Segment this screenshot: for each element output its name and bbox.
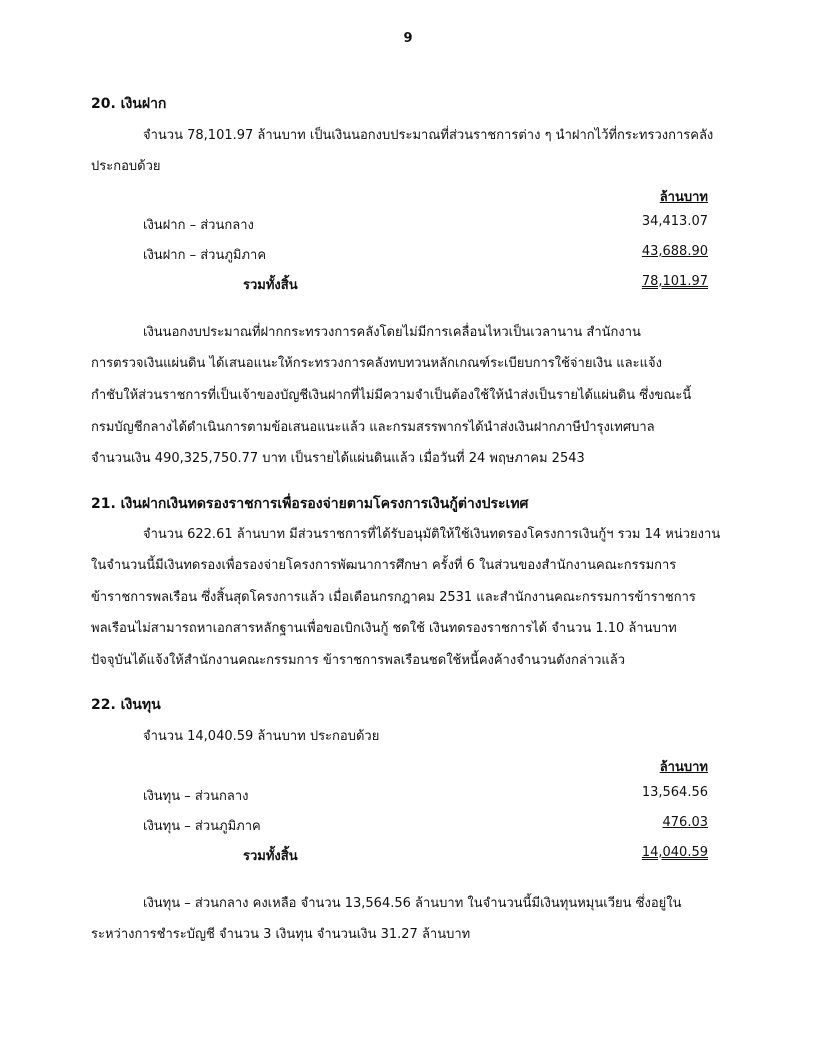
page-number: 9: [403, 31, 413, 46]
section-20-heading: 20. เงินฝาก: [91, 96, 167, 112]
section-22-row-value: 13,564.56: [641, 785, 708, 800]
section-20-paragraph-line: การตรวจเงินแผ่นดิน ได้เสนอแนะให้กระทรวงการคลังทบทวนหลักเกณฑ์ระเบียบการใช้จ่ายเงิน และแจ้ง: [91, 356, 662, 371]
section-20-row-label: เงินฝาก – ส่วนกลาง: [143, 218, 254, 233]
section-20-paragraph-line: กำชับให้ส่วนราชการที่เป็นเจ้าของบัญชีเงินฝากที่ไม่มีความจำเป็นต้องใช้ให้นำส่งเป็นรายได้แผ่นดิน ซึ่งขณะนี้: [91, 388, 692, 403]
section-22-row-label: เงินทุน – ส่วนกลาง: [143, 789, 249, 804]
section-22-row-value: 476.03: [662, 815, 708, 830]
section-21-paragraph-line: ในจำนวนนี้มีเงินทดรองเพื่อรองจ่ายโครงการพัฒนาการศึกษา ครั้งที่ 6 ในส่วนของสำนักงานคณะกรรมการ: [91, 558, 677, 573]
section-20-paragraph-line: กรมบัญชีกลางได้ดำเนินการตามข้อเสนอแนะแล้ว และกรมสรรพากรได้นำส่งเงินฝากภาษีบำรุงเทศบาล: [91, 420, 655, 435]
section-21-heading: 21. เงินฝากเงินทดรองราชการเพื่อรองจ่ายตามโครงการเงินกู้ต่างประเทศ: [91, 496, 529, 512]
section-22-intro: จำนวน 14,040.59 ล้านบาท ประกอบด้วย: [143, 729, 380, 744]
section-20-total-value: 78,101.97: [641, 274, 708, 289]
section-20-row-value: 34,413.07: [641, 214, 708, 229]
section-21-paragraph-line: พลเรือนไม่สามารถหาเอกสารหลักฐานเพื่อขอเบิกเงินกู้ ชดใช้ เงินทดรองราชการได้ จำนวน 1.10 ล้านบาท: [91, 621, 677, 636]
section-20-paragraph-line: จำนวนเงิน 490,325,750.77 บาท เป็นรายได้แผ่นดินแล้ว เมื่อวันที่ 24 พฤษภาคม 2543: [91, 451, 585, 466]
section-20-row-label: เงินฝาก – ส่วนภูมิภาค: [143, 248, 267, 263]
section-21-paragraph-line: จำนวน 622.61 ล้านบาท มีส่วนราชการที่ได้รับอนุมัติให้ใช้เงินทดรองโครงการเงินกู้ฯ รวม 14 หน่วยงาน: [143, 527, 721, 542]
section-20-total-label: รวมทั้งสิ้น: [243, 278, 298, 293]
section-20-paragraph-line: เงินนอกงบประมาณที่ฝากกระทรวงการคลังโดยไม่มีการเคลื่อนไหวเป็นเวลานาน สำนักงาน: [143, 325, 641, 340]
section-22-row-label: เงินทุน – ส่วนภูมิภาค: [143, 819, 261, 834]
section-22-total-label: รวมทั้งสิ้น: [243, 849, 298, 864]
section-22-total-value: 14,040.59: [641, 845, 708, 860]
section-21-paragraph-line: ปัจจุบันได้แจ้งให้สำนักงานคณะกรรมการ ข้าราชการพลเรือนชดใช้หนี้คงค้างจำนวนดังกล่าวแล้ว: [91, 653, 626, 668]
section-22-heading: 22. เงินทุน: [91, 697, 161, 713]
section-22-unit-header: ล้านบาท: [659, 760, 708, 775]
section-21-paragraph-line: ข้าราชการพลเรือน ซึ่งสิ้นสุดโครงการแล้ว เมื่อเดือนกรกฎาคม 2531 และสำนักงานคณะกรรมการข้าราชการ: [91, 590, 696, 605]
section-20-intro-line-1: จำนวน 78,101.97 ล้านบาท เป็นเงินนอกงบประมาณที่ส่วนราชการต่าง ๆ นำฝากไว้ที่กระทรวงการคลัง: [143, 128, 714, 143]
section-22-paragraph-line: เงินทุน – ส่วนกลาง คงเหลือ จำนวน 13,564.56 ล้านบาท ในจำนวนนี้มีเงินทุนหมุนเวียน ซึ่งอยู่ใน: [143, 896, 682, 911]
section-20-unit-header: ล้านบาท: [659, 190, 708, 205]
section-20-intro-line-2: ประกอบด้วย: [91, 159, 161, 174]
section-22-paragraph-line: ระหว่างการชำระบัญชี จำนวน 3 เงินทุน จำนวนเงิน 31.27 ล้านบาท: [91, 927, 471, 942]
section-20-row-value: 43,688.90: [641, 244, 708, 259]
